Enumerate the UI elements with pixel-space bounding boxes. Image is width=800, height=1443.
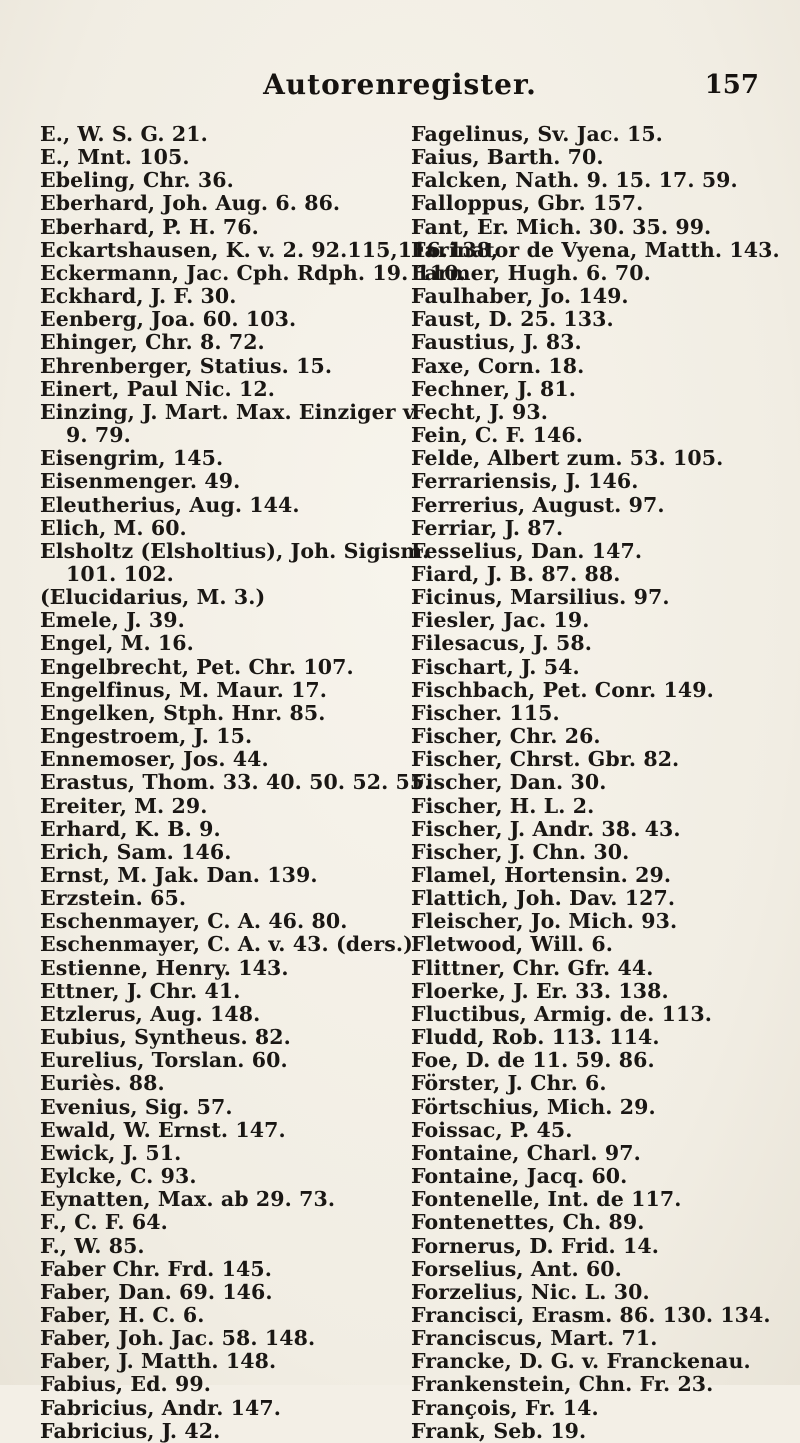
index-entry: Fontenelle, Int. de 117. — [411, 1187, 682, 1212]
index-entry: Eckhard, J. F. 30. — [40, 284, 237, 309]
index-entry: Eisengrim, 145. — [40, 446, 224, 471]
running-head — [0, 68, 800, 108]
index-entry: Fontaine, Jacq. 60. — [411, 1164, 628, 1189]
index-entry: E., W. S. G. 21. — [40, 122, 208, 146]
index-entry: Faber, H. C. 6. — [40, 1302, 205, 1327]
index-entry: Francke, D. G. v. Franckenau. — [411, 1349, 751, 1374]
index-entry: Eleutherius, Aug. 144. — [40, 492, 300, 517]
index-entry: Einert, Paul Nic. 12. — [40, 376, 275, 401]
index-entry: Eisenmenger. 49. — [40, 469, 241, 494]
index-entry: Falloppus, Gbr. 157. — [411, 191, 644, 216]
page-number: 157 — [704, 70, 759, 100]
index-entry: Etzlerus, Aug. 148. — [40, 1001, 261, 1026]
index-entry: Eynatten, Max. ab 29. 73. — [40, 1187, 336, 1212]
index-entry: François, Fr. 14. — [411, 1395, 599, 1420]
index-entry: Erich, Sam. 146. — [40, 839, 232, 864]
index-column-right — [411, 123, 800, 1443]
index-entry: Fischer, J. Andr. 38. 43. — [411, 816, 681, 841]
index-entry: Fleischer, Jo. Mich. 93. — [411, 909, 678, 934]
index-entry: Eberhard, Joh. Aug. 6. 86. — [40, 191, 341, 216]
index-entry: Estienne, Henry. 143. — [40, 955, 289, 980]
index-entry: Fischart, J. 54. — [411, 654, 580, 679]
index-entry: Eschenmayer, C. A. v. 43. (ders.) — [40, 932, 413, 957]
index-entry: Eubius, Syntheus. 82. — [40, 1025, 291, 1050]
index-entry: Einzing, J. Mart. Max. Einziger v. 9. 79. — [40, 399, 421, 448]
index-entry: Foe, D. de 11. 59. 86. — [411, 1048, 655, 1073]
index-entry: Fechner, J. 81. — [411, 376, 576, 401]
index-entry: Engelbrecht, Pet. Chr. 107. — [40, 654, 354, 679]
index-entry: Ebeling, Chr. 36. — [40, 168, 234, 193]
index-entry: Faber, Dan. 69. 146. — [40, 1279, 273, 1304]
index-entry: Faber, J. Matth. 148. — [40, 1349, 277, 1374]
index-entry: Förster, J. Chr. 6. — [411, 1071, 607, 1096]
index-entry: Ewald, W. Ernst. 147. — [40, 1117, 286, 1142]
index-entry: Erhard, K. B. 9. — [40, 816, 221, 841]
index-entry: Engestroem, J. 15. — [40, 724, 253, 749]
index-entry: Fabricius, Andr. 147. — [40, 1395, 281, 1420]
index-entry: Ettner, J. Chr. 41. — [40, 978, 241, 1003]
index-entry: Elich, M. 60. — [40, 515, 187, 540]
index-entry: Fischer, J. Chn. 30. — [411, 839, 630, 864]
index-entry: Eylcke, C. 93. — [40, 1164, 197, 1189]
index-entry: Emele, J. 39. — [40, 608, 185, 633]
index-entry: Fagelinus, Sv. Jac. 15. — [411, 122, 663, 146]
index-entry: Fischbach, Pet. Conr. 149. — [411, 677, 714, 702]
index-entry: Franciscus, Mart. 71. — [411, 1326, 658, 1351]
index-entry: Faustius, J. 83. — [411, 330, 582, 355]
index-entry: Euriès. 88. — [40, 1071, 165, 1096]
index-entry: Fiard, J. B. 87. 88. — [411, 561, 621, 586]
index-entry: Ehinger, Chr. 8. 72. — [40, 330, 265, 355]
index-entry: Engelfinus, M. Maur. 17. — [40, 677, 328, 702]
index-entry: Fecht, J. 93. — [411, 399, 548, 424]
index-entry: Faber Chr. Frd. 145. — [40, 1256, 272, 1281]
index-entry: Faber, Joh. Jac. 58. 148. — [40, 1326, 316, 1351]
index-entry: Flittner, Chr. Gfr. 44. — [411, 955, 654, 980]
index-entry: Filesacus, J. 58. — [411, 631, 592, 656]
index-entry: Ereiter, M. 29. — [40, 793, 208, 818]
index-entry: Ewick, J. 51. — [40, 1140, 182, 1165]
index-entry: Ernst, M. Jak. Dan. 139. — [40, 863, 318, 887]
index-entry: Fabricius, J. 42. — [40, 1418, 221, 1443]
index-entry: Erastus, Thom. 33. 40. 50. 52. 55. — [40, 770, 432, 795]
index-entry: Fesselius, Dan. 147. — [411, 538, 643, 563]
index-entry: Fein, C. F. 146. — [411, 423, 583, 448]
index-entry: Fludd, Rob. 113. 114. — [411, 1025, 660, 1050]
index-entry: Engel, M. 16. — [40, 631, 194, 656]
index-entry: Faxe, Corn. 18. — [411, 353, 585, 378]
index-entry: Falcken, Nath. 9. 15. 17. 59. — [411, 168, 738, 193]
index-entry: F., C. F. 64. — [40, 1210, 168, 1235]
index-entry: Faust, D. 25. 133. — [411, 307, 614, 332]
index-entry: Farinator de Vyena, Matth. 143. — [411, 237, 780, 262]
index-entry: Eschenmayer, C. A. 46. 80. — [40, 909, 348, 934]
index-entry: Förtschius, Mich. 29. — [411, 1094, 656, 1119]
index-entry: Fischer, Chrst. Gbr. 82. — [411, 747, 680, 772]
index-entry: Ferriar, J. 87. — [411, 515, 564, 540]
index-entry: Forzelius, Nic. L. 30. — [411, 1279, 650, 1304]
index-entry: Flamel, Hortensin. 29. — [411, 863, 672, 887]
index-entry: Fischer, Chr. 26. — [411, 724, 601, 749]
index-entry: Eurelius, Torslan. 60. — [40, 1048, 288, 1073]
index-entry: Ferrerius, August. 97. — [411, 492, 665, 517]
index-entry: F., W. 85. — [40, 1233, 145, 1258]
index-entry: Ficinus, Marsilius. 97. — [411, 585, 670, 610]
index-entry: Floerke, J. Er. 33. 138. — [411, 978, 669, 1003]
index-entry: Engelken, Stph. Hnr. 85. — [40, 700, 326, 725]
index-entry: Fischer, H. L. 2. — [411, 793, 595, 818]
index-entry: Ehrenberger, Statius. 15. — [40, 353, 333, 378]
index-entry: Flattich, Joh. Dav. 127. — [411, 886, 676, 911]
index-entry: Faius, Barth. 70. — [411, 145, 604, 170]
index-entry: Fiesler, Jac. 19. — [411, 608, 590, 633]
index-entry: Foissac, P. 45. — [411, 1117, 573, 1142]
index-entry: Eckartshausen, K. v. 2. 92.115,116.138, — [40, 237, 499, 262]
index-entry: Fontaine, Charl. 97. — [411, 1140, 641, 1165]
index-entry: Fornerus, D. Frid. 14. — [411, 1233, 659, 1258]
index-entry: Fischer. 115. — [411, 700, 560, 725]
index-entry: Eckermann, Jac. Cph. Rdph. 19. 110. — [40, 260, 466, 285]
index-entry: Eberhard, P. H. 76. — [40, 214, 259, 239]
index-entry: Fant, Er. Mich. 30. 35. 99. — [411, 214, 712, 239]
index-entry: Erzstein. 65. — [40, 886, 187, 911]
index-entry: Fischer, Dan. 30. — [411, 770, 607, 795]
index-entry: Frankenstein, Chn. Fr. 23. — [411, 1372, 714, 1397]
index-entry: Fontenettes, Ch. 89. — [411, 1210, 645, 1235]
index-entry: Ennemoser, Jos. 44. — [40, 747, 269, 772]
index-entry: E., Mnt. 105. — [40, 145, 190, 170]
index-entry: Fletwood, Will. 6. — [411, 932, 613, 957]
page-title: Autorenregister. — [263, 68, 537, 101]
index-entry: (Elucidarius, M. 3.) — [40, 585, 266, 610]
index-entry: Frank, Seb. 19. — [411, 1418, 587, 1443]
index-entry: Faulhaber, Jo. 149. — [411, 284, 629, 309]
index-entry: Fabius, Ed. 99. — [40, 1372, 211, 1397]
index-entry: Ferrariensis, J. 146. — [411, 469, 639, 494]
index-entry: Farmer, Hugh. 6. 70. — [411, 260, 651, 285]
index-entry: Forselius, Ant. 60. — [411, 1256, 622, 1281]
index-entry: Eenberg, Joa. 60. 103. — [40, 307, 297, 332]
index-entry: Felde, Albert zum. 53. 105. — [411, 446, 724, 471]
index-entry: Elsholtz (Elsholtius), Joh. Sigism. 101. 102. — [40, 538, 430, 586]
index-entry: Fluctibus, Armig. de. 113. — [411, 1001, 713, 1026]
index-entry: Evenius, Sig. 57. — [40, 1094, 233, 1119]
index-entry: Francisci, Erasm. 86. 130. 134. — [411, 1302, 771, 1327]
